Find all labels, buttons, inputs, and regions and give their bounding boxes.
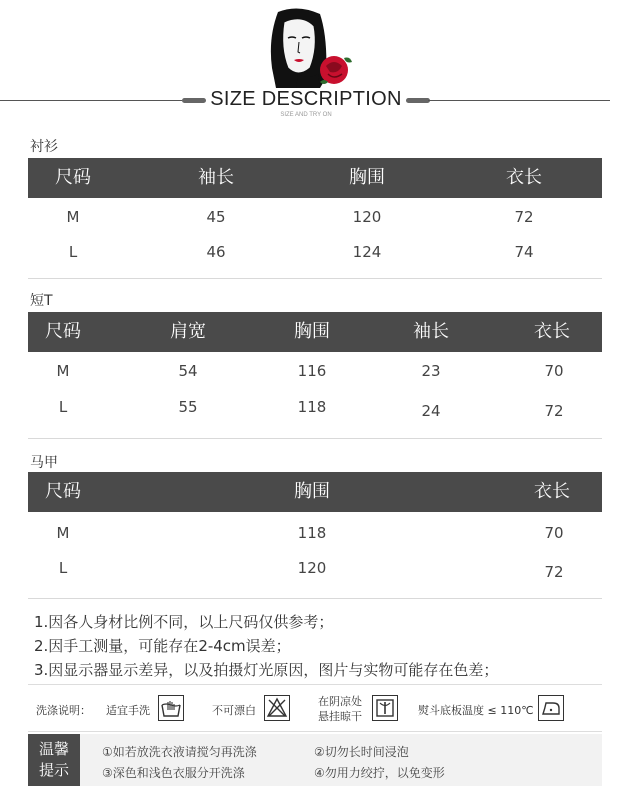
wash-label: 洗涤说明：: [36, 704, 91, 717]
table-cell: M: [56, 362, 70, 380]
table-cell: 55: [178, 398, 198, 416]
title-divider-left: [0, 100, 182, 101]
section-divider: [28, 598, 602, 599]
column-header: 袖长: [413, 321, 449, 342]
section-divider: [28, 278, 602, 279]
iron-icon: [538, 695, 564, 721]
table-cell: 70: [544, 362, 564, 380]
note-item: 3.因显示器显示差异，以及拍摄灯光原因，图片与实物可能存在色差；: [34, 661, 499, 679]
section-divider: [28, 438, 602, 439]
title-divider-right: [428, 100, 610, 101]
table-cell: M: [66, 208, 80, 226]
table-cell: 120: [297, 559, 327, 577]
table-cell: 24: [421, 402, 441, 420]
tips-panel: [28, 734, 602, 786]
table-cell: 120: [352, 208, 382, 226]
hang-dry-label-line1: 在阴凉处: [318, 695, 362, 708]
column-header: 胸围: [349, 167, 385, 188]
table-cell: 116: [297, 362, 327, 380]
table-cell: 70: [544, 524, 564, 542]
table-cell: 124: [352, 243, 382, 261]
column-header: 尺码: [45, 321, 81, 342]
tip-item: ②切勿长时间浸泡: [314, 745, 409, 759]
page-title: SIZE DESCRIPTION: [210, 88, 402, 110]
tip-item: ④勿用力绞拧，以免变形: [314, 766, 445, 780]
column-header: 尺码: [45, 481, 81, 502]
tips-badge-line1: 温馨: [38, 740, 69, 758]
table-header-tshirt: [28, 312, 602, 352]
wash-instructions: [28, 684, 602, 732]
table-cell: 23: [421, 362, 441, 380]
hang-dry-label-line2: 悬挂晾干: [318, 710, 362, 723]
table-cell: 72: [544, 563, 564, 581]
no-bleach-icon: [264, 695, 290, 721]
no-bleach-label: 不可漂白: [212, 704, 256, 717]
title-row: [0, 88, 620, 114]
table-cell: 118: [297, 398, 327, 416]
column-header: 袖长: [198, 167, 234, 188]
title-divider-cap-right: [406, 98, 430, 103]
column-header: 衣长: [506, 167, 542, 188]
table-cell: 54: [178, 362, 198, 380]
wash-hand-label: 适宜手洗: [106, 704, 150, 717]
page-subtitle: SIZE AND TRY ON: [280, 112, 332, 118]
column-header: 尺码: [55, 167, 91, 188]
table-cell: 74: [514, 243, 534, 261]
table-header-shirt: [28, 158, 602, 198]
note-item: 1.因各人身材比例不同，以上尺码仅供参考；: [34, 613, 334, 631]
size-notes: [34, 610, 498, 682]
column-header: 胸围: [294, 481, 330, 502]
tips-badge-line2: 提示: [38, 761, 69, 779]
table-cell: 72: [514, 208, 534, 226]
brand-logo-illustration: [268, 8, 356, 90]
table-cell: L: [68, 243, 78, 261]
table-cell: 72: [544, 402, 564, 420]
table-cell: 45: [206, 208, 226, 226]
tip-item: ③深色和浅色衣服分开洗涤: [102, 766, 245, 780]
tip-item: ①如若放洗衣液请搅匀再洗涤: [102, 745, 257, 759]
table-header-vest: [28, 472, 602, 512]
table-cell: M: [56, 524, 70, 542]
section-label-tshirt: 短T: [30, 293, 53, 309]
column-header: 肩宽: [170, 321, 206, 342]
column-header: 衣长: [534, 321, 570, 342]
table-cell: L: [58, 559, 68, 577]
column-header: 衣长: [534, 481, 570, 502]
table-cell: 46: [206, 243, 226, 261]
tips-badge: [28, 734, 80, 786]
note-item: 2.因手工测量，可能存在2-4cm误差；: [34, 637, 291, 655]
iron-temp-label: 熨斗底板温度 ≤ 110℃: [418, 704, 534, 717]
section-label-vest: 马甲: [30, 455, 58, 471]
title-divider-cap-left: [182, 98, 206, 103]
hang-dry-icon: [372, 695, 398, 721]
table-cell: L: [58, 398, 68, 416]
column-header: 胸围: [294, 321, 330, 342]
table-cell: 118: [297, 524, 327, 542]
section-label-shirt: 衬衫: [30, 139, 58, 155]
hand-wash-icon: [158, 695, 184, 721]
